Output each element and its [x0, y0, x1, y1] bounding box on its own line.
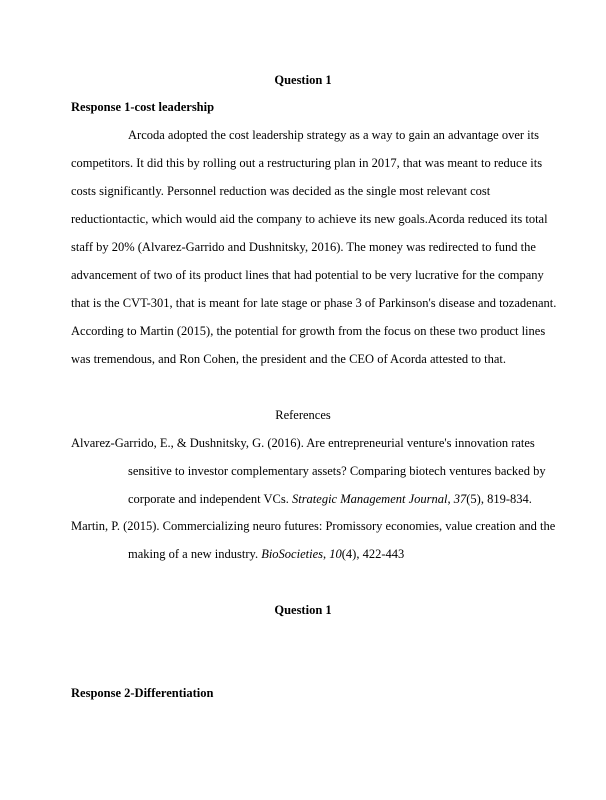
response-1-heading: Response 1-cost leadership: [71, 100, 215, 114]
paragraph-line: competitors. It did this by rolling out a restructuring plan in 2017, that was meant to reduce its: [71, 156, 543, 170]
paragraph-line: was tremendous, and Ron Cohen, the president and the CEO of Acorda attested to that.: [71, 352, 506, 366]
journal-title: BioSocieties: [261, 547, 323, 561]
reference-line: [128, 546, 404, 562]
reference-text: corporate and independent VCs.: [128, 492, 292, 506]
reference-separator: ,: [323, 547, 330, 561]
journal-title: Strategic Management Journal: [291, 492, 448, 506]
paragraph-line: staff by 20% (Alvarez-Garrido and Dushnitsky, 2016). The money was redirected to fund the: [71, 240, 536, 254]
paragraph-line: costs significantly. Personnel reduction was decided as the single most relevant cost: [71, 184, 491, 198]
paragraph-line: reductiontactic, which would aid the company to achieve its new goals.Acorda reduced its total: [71, 212, 548, 226]
journal-volume: 37: [453, 492, 467, 506]
question-1-heading: Question 1: [274, 73, 332, 87]
reference-line: sensitive to investor complementary assets? Comparing biotech ventures backed by: [128, 464, 546, 478]
reference-pages: (4), 422-443: [341, 547, 405, 561]
reference-text: making of a new industry.: [128, 547, 262, 561]
paragraph-line: According to Martin (2015), the potential for growth from the focus on these two product lines: [71, 324, 546, 338]
reference-line: [128, 491, 532, 507]
reference-line: Alvarez-Garrido, E., & Dushnitsky, G. (2016). Are entrepreneurial venture's innovation rates: [71, 436, 535, 450]
reference-line: Martin, P. (2015). Commercializing neuro futures: Promissory economies, value creation and the: [71, 519, 556, 533]
references-heading: References: [275, 408, 331, 422]
reference-pages: (5), 819-834.: [466, 492, 532, 506]
reference-separator: ,: [447, 492, 454, 506]
paragraph-line: that is the CVT-301, that is meant for late stage or phase 3 of Parkinson's disease and tozadenant.: [71, 296, 557, 310]
response-2-heading: Response 2-Differentiation: [71, 686, 214, 700]
paragraph-line: Arcoda adopted the cost leadership strategy as a way to gain an advantage over its: [128, 128, 539, 142]
paragraph-line: advancement of two of its product lines that had potential to be very lucrative for the company: [71, 268, 544, 282]
journal-volume: 10: [329, 547, 342, 561]
question-1-heading-second: Question 1: [274, 603, 332, 617]
